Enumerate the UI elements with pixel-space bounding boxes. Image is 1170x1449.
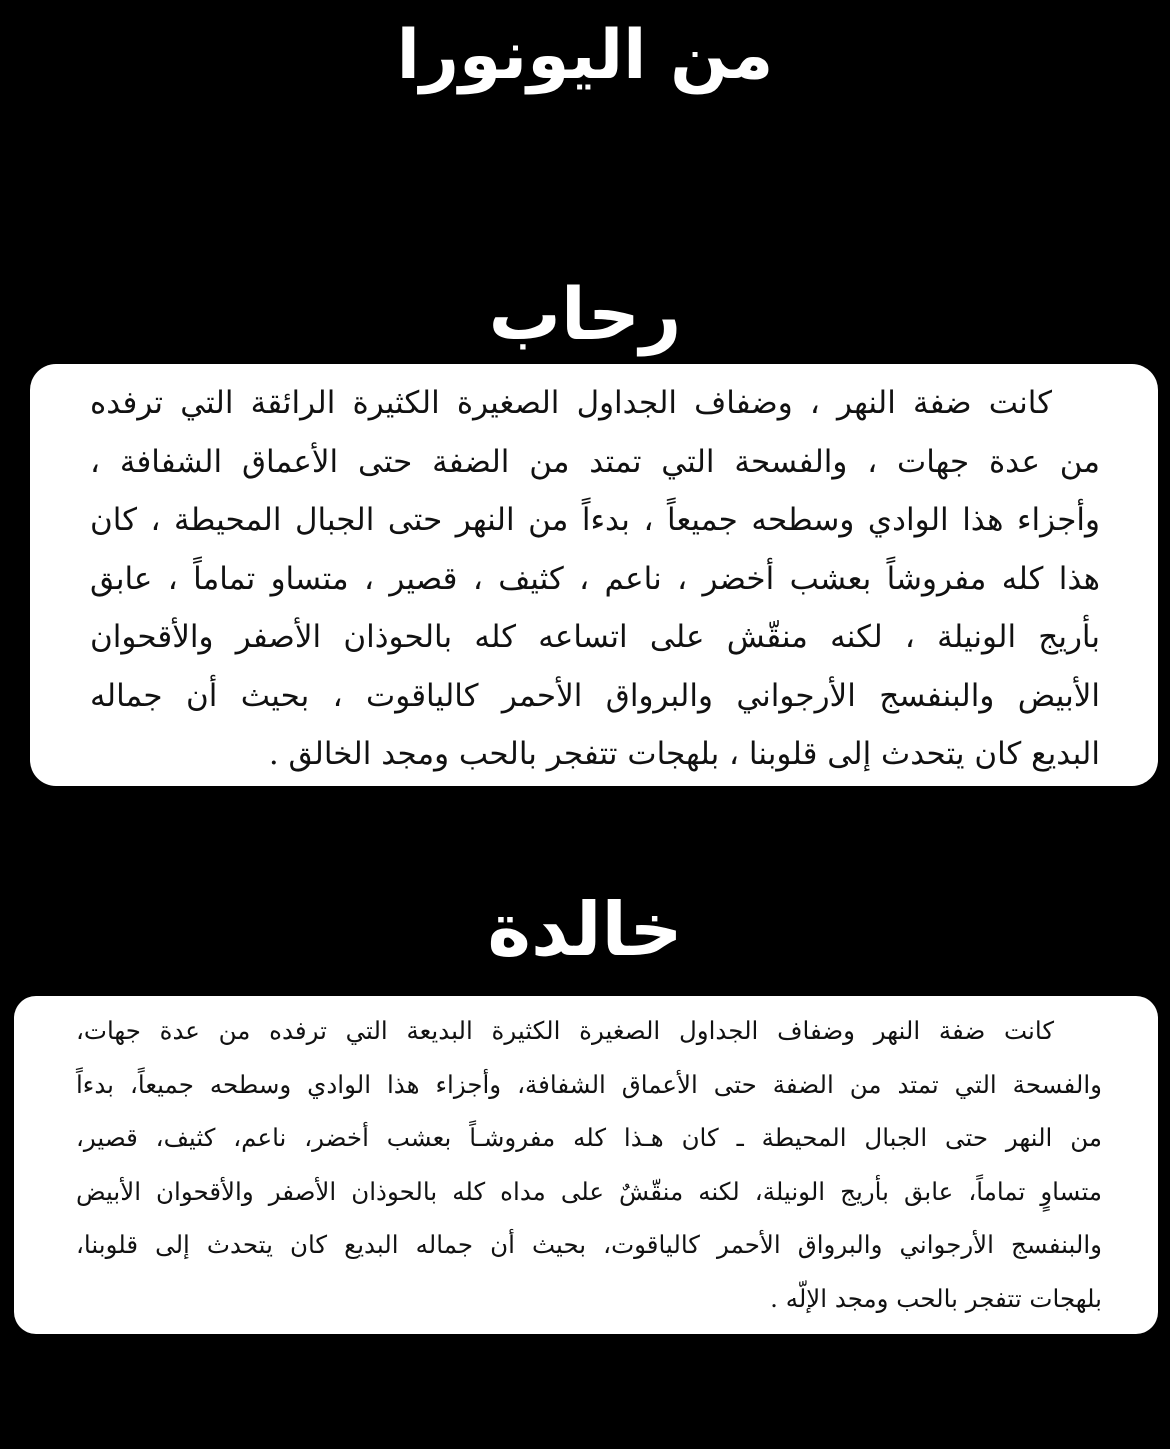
excerpt-line: هذا كله مفروشاً بعشب أخضر ، ناعم ، كثيف ، قصير ، متساو تماماً ، عابق: [90, 560, 1100, 597]
excerpt-line: وأجزاء هذا الوادي وسطحه جميعاً ، بدءاً من النهر حتى الجبال المحيطة ، كان: [90, 502, 1100, 538]
section-heading-rehab: رحاب: [488, 272, 682, 356]
excerpt-line: البديع كان يتحدث إلى قلوبنا ، بلهجات تتفجر بالحب ومجد الخالق .: [268, 736, 1100, 772]
excerpt-line: كانت ضفة النهر ، وضفاف الجداول الصغيرة الكثيرة الرائقة التي ترفده: [90, 385, 1052, 421]
section-heading-khalida: خالدة: [487, 887, 683, 973]
translation-excerpt-rehab: [30, 364, 1158, 786]
excerpt-line: بأريج الونيلة ، لكنه منقّش على اتساعه كله بالحوذان الأصفر والأقحوان: [90, 619, 1100, 655]
excerpt-line: والفسحة التي تمتد من الضفة حتى الأعماق الشفافة، وأجزاء هذا الوادي وسطحه جميعاً، بدءاً: [76, 1069, 1102, 1099]
page-title: من اليونورا: [396, 16, 774, 95]
excerpt-line: بلهجات تتفجر بالحب ومجد الإلّه .: [770, 1283, 1102, 1313]
excerpt-line: الأبيض والبنفسج الأرجواني والبرواق الأحمر كالياقوت ، بحيث أن جماله: [90, 677, 1100, 714]
excerpt-line: متساوٍ تماماً، عابق بأريج الونيلة، لكنه منقّشٌ على مداه كله بالحوذان الأصفر والأقحوان الأبيض: [76, 1176, 1102, 1206]
excerpt-line: والبنفسج الأرجواني والبرواق الأحمر كالياقوت، بحيث أن جماله البديع كان يتحدث إلى قلوبنا،: [76, 1230, 1102, 1259]
excerpt-line: من عدة جهات ، والفسحة التي تمتد من الضفة حتى الأعماق الشفافة ،: [90, 443, 1100, 480]
excerpt-line: كانت ضفة النهر وضفاف الجداول الصغيرة الكثيرة البديعة التي ترفده من عدة جهات،: [76, 1016, 1054, 1045]
excerpt-line: من النهر حتى الجبال المحيطة ـ كان هـذا كله مفروشـاً بعشب أخضر، ناعم، كثيف، قصير،: [76, 1123, 1102, 1152]
translation-excerpt-khalida: [14, 996, 1158, 1334]
